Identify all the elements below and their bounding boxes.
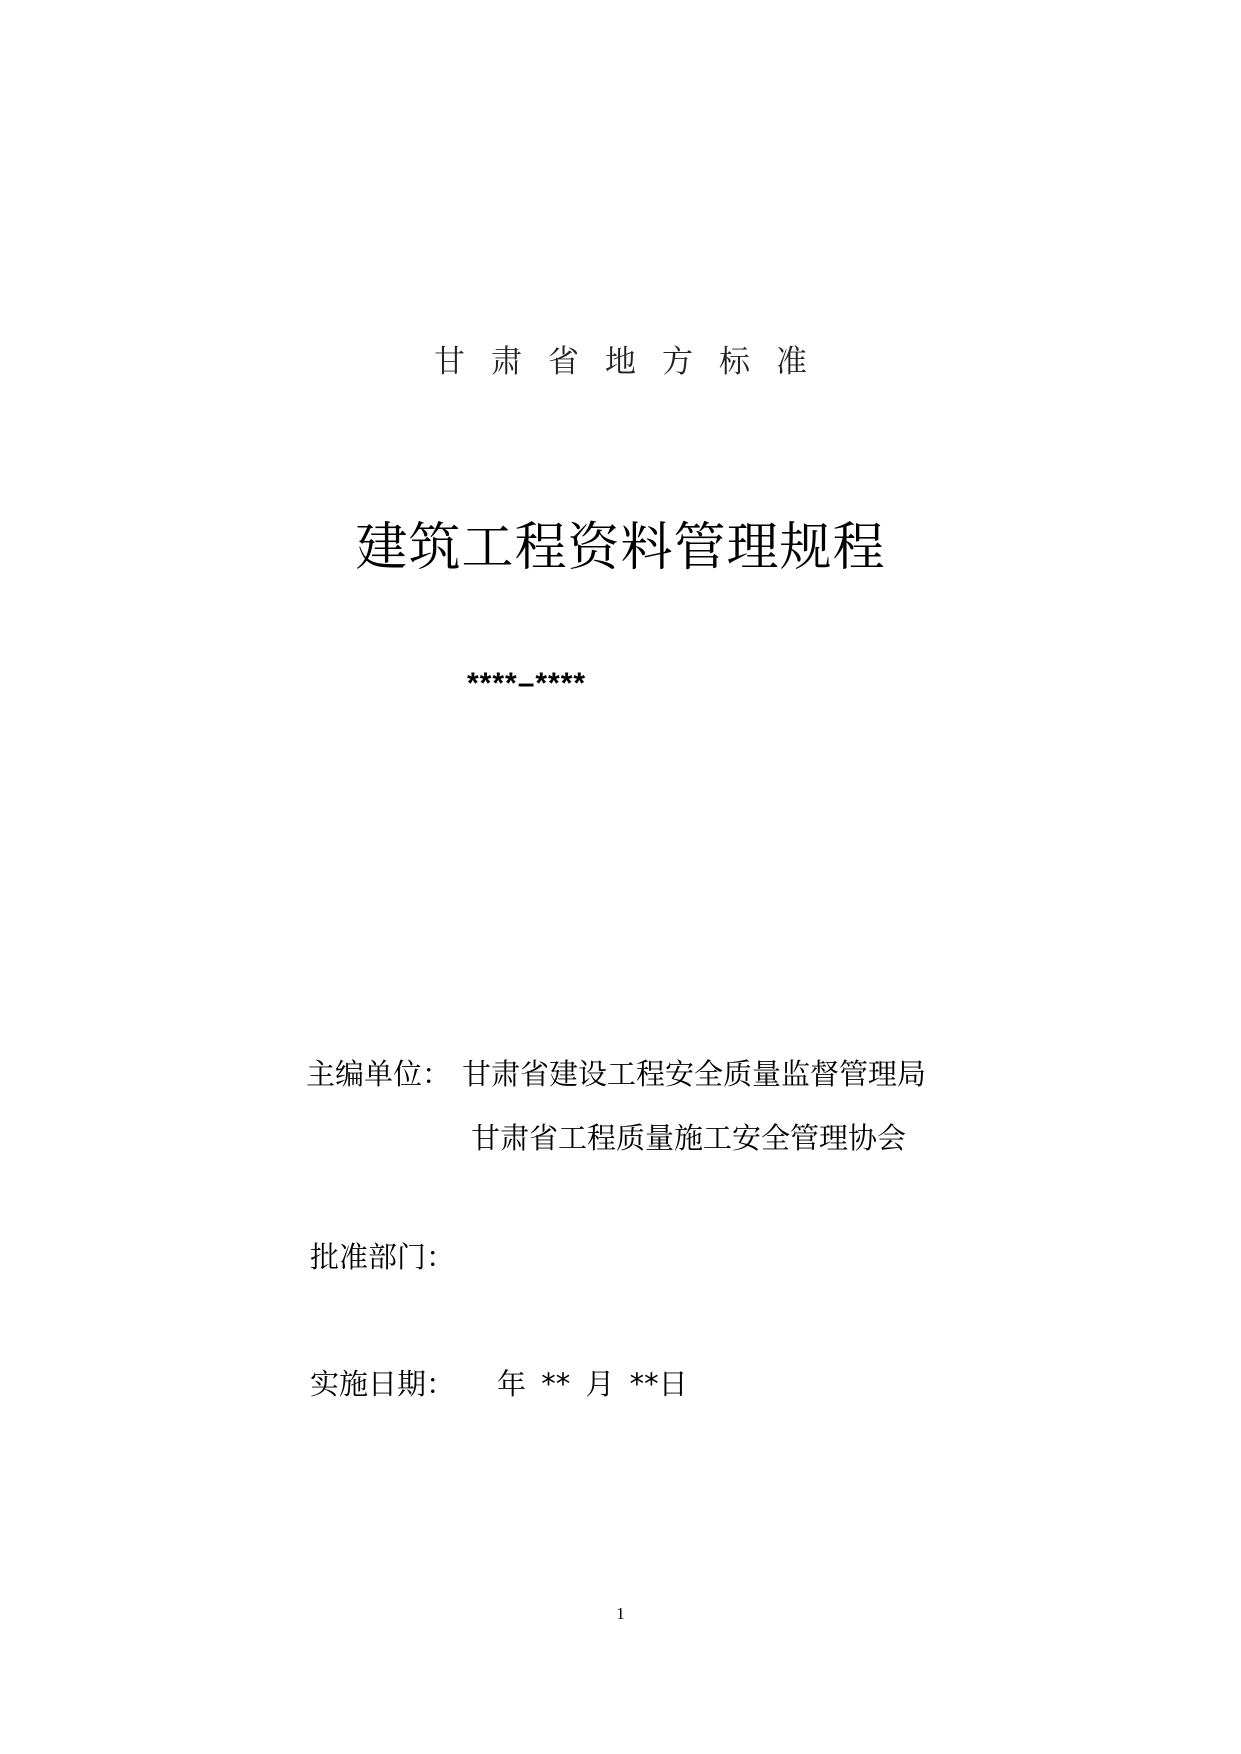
standard-category: 甘肃省地方标准 <box>434 344 833 380</box>
chief-editor-org-1: 甘肃省建设工程安全质量监督管理局 <box>462 1057 927 1091</box>
page-number: 1 <box>616 1604 625 1623</box>
chief-editor-org-2: 甘肃省工程质量施工安全管理协会 <box>471 1121 907 1155</box>
implementation-date-value: 年 ** 月 **日 <box>497 1367 688 1401</box>
chief-editor-label: 主编单位： <box>306 1057 452 1091</box>
implementation-date-label: 实施日期： <box>310 1367 456 1401</box>
document-title: 建筑工程资料管理规程 <box>355 518 886 578</box>
standard-number: ****–**** <box>467 667 587 700</box>
approval-department-label: 批准部门： <box>310 1240 456 1274</box>
